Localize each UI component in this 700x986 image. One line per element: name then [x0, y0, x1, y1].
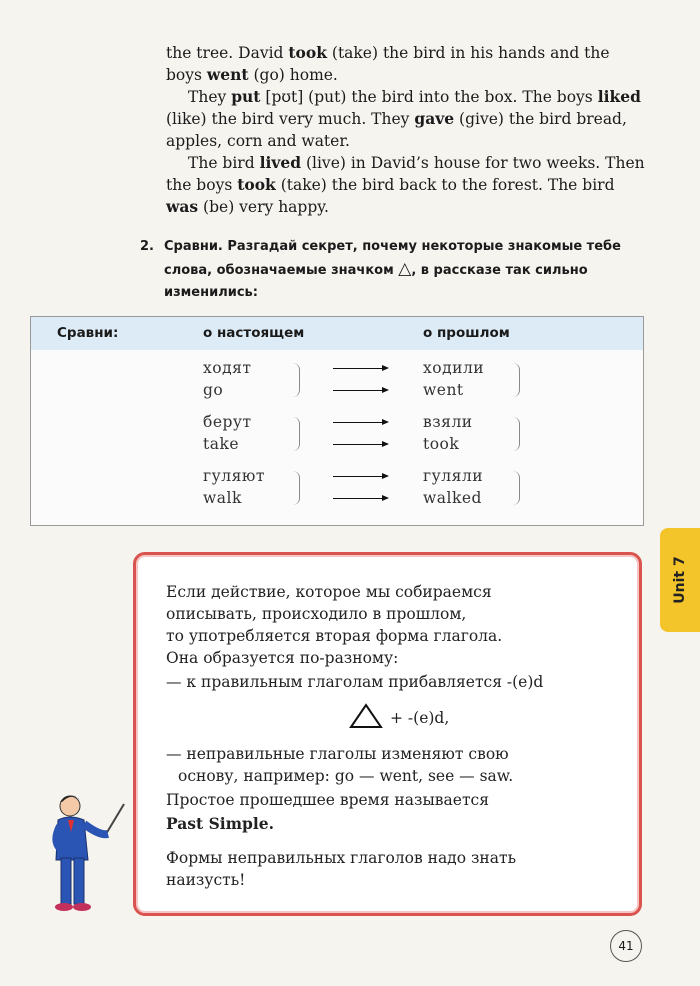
arrow-icon [333, 422, 387, 423]
word-past-en: walked [423, 489, 482, 507]
triangle-icon: △ [398, 259, 412, 279]
teacher-illustration [48, 790, 128, 916]
word-past-ru: ходили [423, 359, 485, 377]
word-past-en: went [423, 381, 464, 399]
rule-line: Формы неправильных глаголов надо знать [166, 849, 517, 867]
rule-line: — к правильным глаголам прибавляется -(e)d [166, 673, 544, 691]
rule-line: Она образуется по-разному: [166, 649, 399, 667]
rule-line: описывать, происходило в прошлом, [166, 605, 467, 623]
exercise-2 [140, 236, 645, 304]
arrow-icon [333, 444, 387, 445]
story-paragraph-3: The bird lived (live) in David’s house for two weeks. Then the boys took (take) the bird back to the forest. The bird was (be) very happy. [166, 153, 645, 216]
word-past-en: took [423, 435, 460, 453]
rule-formula: + -(e)d, [348, 703, 449, 729]
brace [513, 471, 520, 505]
exercise-number: 2. [140, 239, 154, 254]
arrow-icon [333, 498, 387, 499]
story-text [166, 42, 646, 218]
compare-table [30, 316, 644, 526]
word-present-en: go [203, 381, 224, 399]
rule-line: — неправильные глаголы изменяют свою [166, 745, 509, 763]
exercise-instruction: Сравни. Разгадай секрет, почему некоторые знакомые тебе слова, обозначаемые значком △, в рассказе так сильно изменились: [164, 239, 621, 300]
brace [293, 417, 300, 451]
grammar-rule-box [133, 552, 642, 916]
word-present-ru: берут [203, 413, 252, 431]
word-present-en: walk [203, 489, 242, 507]
story-paragraph-2: They put [pʊt] (put) the bird into the box. The boys liked (like) the bird very much. They gave (give) the bird bread, apples, corn and water. [166, 87, 641, 150]
compare-header [31, 317, 643, 350]
rule-line: основу, например: go — went, see — saw. [178, 767, 514, 785]
arrow-icon [333, 368, 387, 369]
word-present-ru: ходят [203, 359, 252, 377]
column-past: о прошлом [423, 325, 510, 341]
unit-tab-label: Unit 7 [672, 556, 688, 604]
rule-line: Если действие, которое мы собираемся [166, 583, 492, 601]
word-present-ru: гуляют [203, 467, 265, 485]
rule-term: Past Simple. [166, 814, 275, 833]
brace [513, 363, 520, 397]
rule-line: Простое прошедшее время называется [166, 791, 489, 809]
triangle-icon [348, 703, 384, 729]
rule-line: наизусть! [166, 871, 246, 889]
word-past-ru: гуляли [423, 467, 484, 485]
brace [513, 417, 520, 451]
brace [293, 471, 300, 505]
word-present-en: take [203, 435, 240, 453]
page-number: 41 [610, 930, 642, 962]
unit-tab [660, 528, 700, 632]
rule-line: то употребляется вторая форма глагола. [166, 627, 503, 645]
column-present: о настоящем [203, 325, 305, 341]
story-paragraph-1: the tree. David took (take) the bird in his hands and the boys went (go) home. [166, 43, 610, 84]
compare-label: Сравни: [57, 325, 119, 341]
arrow-icon [333, 476, 387, 477]
arrow-icon [333, 390, 387, 391]
word-past-ru: взяли [423, 413, 473, 431]
brace [293, 363, 300, 397]
